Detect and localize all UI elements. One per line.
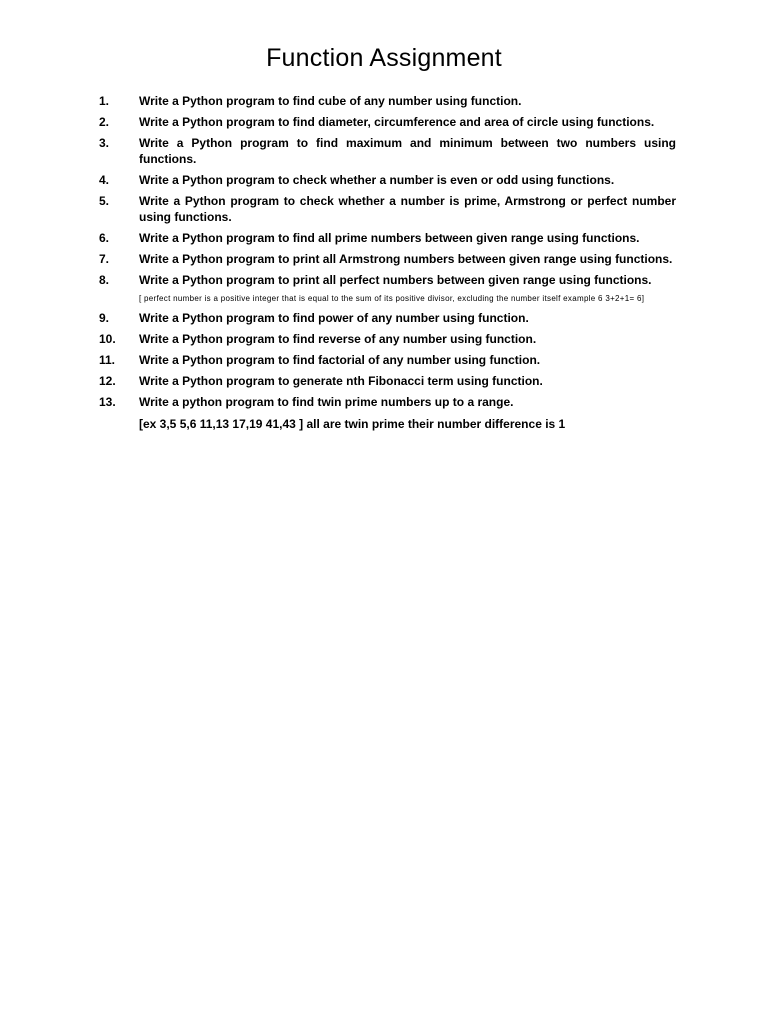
item-text: Write a Python program to find factorial of any number using function. (139, 353, 541, 367)
list-item (92, 310, 676, 326)
item-number: 7. (99, 252, 110, 266)
item-text-block (139, 394, 676, 432)
item-text: Write a Python program to print all Armstrong numbers between given range using functions. (139, 252, 673, 266)
list-item (92, 352, 676, 368)
item-number: 5. (99, 194, 110, 208)
list-item (92, 331, 676, 347)
item-number: 12. (99, 374, 116, 388)
perfect-number-note: [ perfect number is a positive integer that is equal to the sum of its positive divisor, excluding the number itself example 6 3+2+1= 6] (139, 294, 645, 303)
list-item (92, 93, 676, 109)
item-text: Write a python program to find twin prime numbers up to a range. (139, 395, 514, 409)
assignment-list (92, 93, 676, 437)
item-text: Write a Python program to find power of any number using function. (139, 311, 529, 325)
item-number: 1. (99, 94, 110, 108)
item-number: 4. (99, 173, 110, 187)
item-number: 13. (99, 395, 116, 409)
twin-prime-example: [ex 3,5 5,6 11,13 17,19 41,43 ] all are twin prime their number difference is 1 (139, 417, 566, 431)
item-number: 3. (99, 136, 110, 150)
item-number: 11. (99, 353, 116, 367)
item-text-block (139, 272, 676, 305)
item-text: Write a Python program to find diameter, circumference and area of circle using functions. (139, 115, 655, 129)
list-item (92, 272, 676, 305)
item-text: Write a Python program to generate nth Fibonacci term using function. (139, 374, 543, 388)
list-item (92, 251, 676, 267)
item-text: Write a Python program to find all prime numbers between given range using functions. (139, 231, 640, 245)
item-text: Write a Python program to find cube of any number using function. (139, 94, 522, 108)
item-text: Write a Python program to find maximum and minimum between two numbers using functions. (139, 136, 676, 166)
item-number: 2. (99, 115, 110, 129)
list-item (92, 193, 676, 225)
item-number: 9. (99, 311, 110, 325)
list-item (92, 172, 676, 188)
page-title: Function Assignment (266, 44, 502, 72)
item-number: 10. (99, 332, 116, 346)
list-item (92, 394, 676, 432)
list-item (92, 230, 676, 246)
list-item (92, 373, 676, 389)
item-number: 8. (99, 273, 110, 287)
item-text: Write a Python program to find reverse of any number using function. (139, 332, 537, 346)
item-text: Write a Python program to check whether a number is even or odd using functions. (139, 173, 615, 187)
item-text: Write a Python program to print all perfect numbers between given range using functions. (139, 273, 652, 287)
list-item (92, 114, 676, 130)
item-number: 6. (99, 231, 110, 245)
list-item (92, 135, 676, 167)
item-text: Write a Python program to check whether a number is prime, Armstrong or perfect number using functions. (139, 194, 676, 224)
